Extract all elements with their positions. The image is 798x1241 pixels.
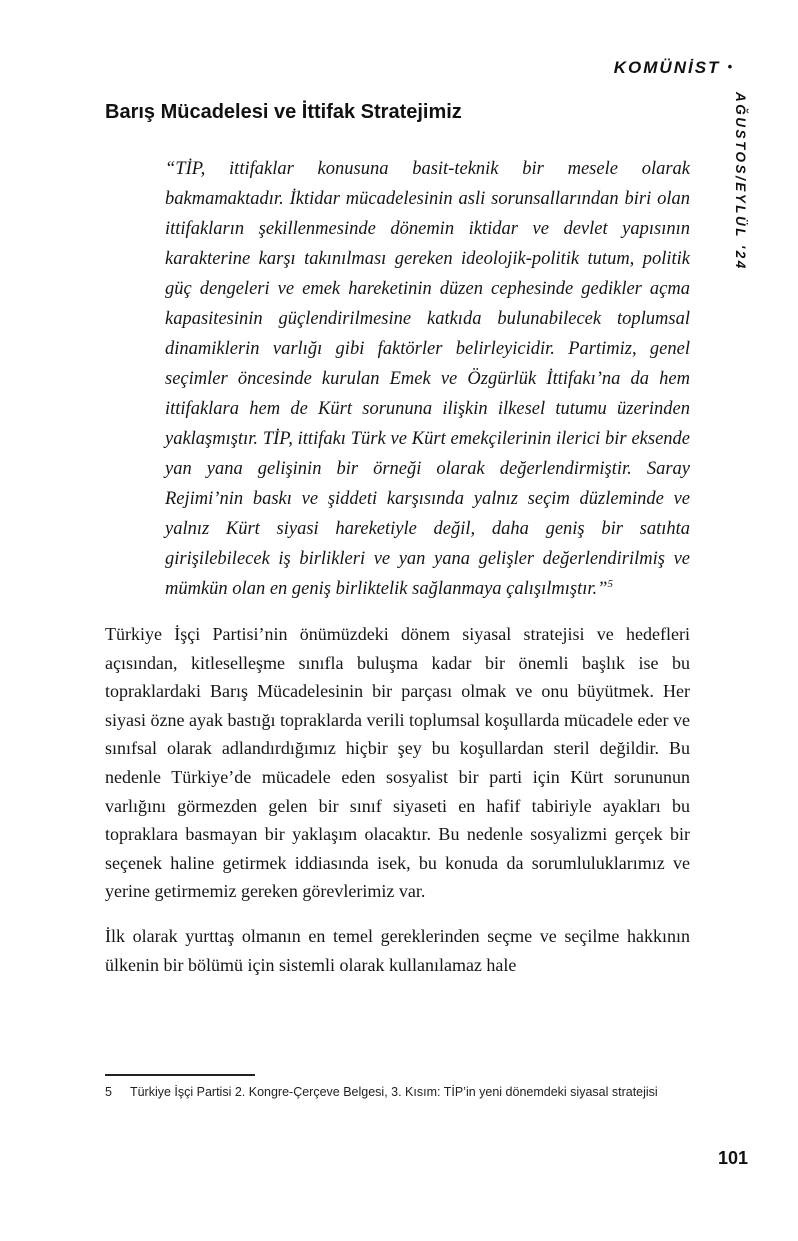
body-paragraph: Türkiye İşçi Partisi’nin önümüzdeki dönem siyasal stratejisi ve hedefleri açısından, kitleselleşme sınıfla buluşma kadar bir önemli başlık ise bu topraklardaki Barış Mücadelesinin bir parçası olmak ve onu büyütmek. Her siyasi özne ayak bastığı topraklarda verili toplumsal koşullarda mücadele eder ve sınıfsal olarak adlandırdığımız hiçbir şey bu koşullardan steril değildir. Bu nedenle Türkiye’de mücadele eden sosyalist bir parti için Kürt sorununun varlığını görmezden gelen bir sınıf siyaseti en hafif tabiriyle ayakları bu topraklara basmayan bir yaklaşım olacaktır. Bu nedenle sosyalizmi gerçek bir seçenek haline getirmek iddiasında isek, bu konuda da sorumluluklarımız ve yerine getirmemiz gereken görevlerimiz var. bbox=[105, 624, 690, 902]
footnote-area bbox=[105, 1074, 690, 1101]
article-title: Barış Mücadelesi ve İttifak Stratejimiz bbox=[105, 101, 462, 123]
article-content bbox=[105, 0, 690, 979]
issue-date: AĞUSTOS/EYLÜL '24 bbox=[733, 92, 748, 271]
footnote-text: Türkiye İşçi Partisi 2. Kongre-Çerçeve Belgesi, 3. Kısım: TİP’in yeni dönemdeki siyasal stratejisi bbox=[129, 1085, 658, 1099]
footnote-number: 5 bbox=[105, 1085, 112, 1099]
journal-title: KOMÜNİST bbox=[613, 58, 721, 77]
footnote-reference: 5 bbox=[607, 578, 613, 590]
page-number: 101 bbox=[717, 1148, 748, 1168]
quote-text: “TİP, ittifaklar konusuna basit-teknik bir mesele olarak bakmamaktadır. İktidar mücadelesinin asli sorunsallarından biri olan ittifakların şekillenmesinde dönemin iktidar ve devlet yapısının karakterine karşı takınılması gereken ideolojik-politik tutum, politik güç dengeleri ve emek hareketinin düzen cephesinde gedikler açma kapasitesinin güçlendirilmesine katkıda bulunabilecek toplumsal dinamiklerin varlığı gibi faktörler belirleyicidir. Partimiz, genel seçimler öncesinde kurulan Emek ve Özgürlük İttifakı’na da hem ittifaklara hem de Kürt sorununa ilişkin ilkesel tutumu üzerinden yaklaşmıştır. TİP, ittifakı Türk ve Kürt emekçilerinin ilerici bir eksende yan yana gelişinin bir örneği olarak değerlendirmiştir. Saray Rejimi’nin baskı ve şiddeti karşısında yalnız seçim düzleminde ve yalnız Kürt siyasi hareketiyle değil, daha geniş bir satıhta girişilebilecek iş birlikleri ve yan yana gelişler değerlendirilmiş ve mümkün olan en geniş birliktelik sağlanmaya çalışılmıştır.” bbox=[165, 159, 690, 599]
footnote bbox=[105, 1083, 690, 1101]
body-paragraph: İlk olarak yurttaş olmanın en temel gereklerinden seçme ve seçilme hakkının ülkenin bir bölümü için sistemli olarak kullanılamaz hale bbox=[105, 925, 690, 975]
footnote-divider bbox=[105, 1074, 255, 1076]
block-quote bbox=[165, 154, 690, 604]
bullet-icon: • bbox=[727, 59, 732, 74]
